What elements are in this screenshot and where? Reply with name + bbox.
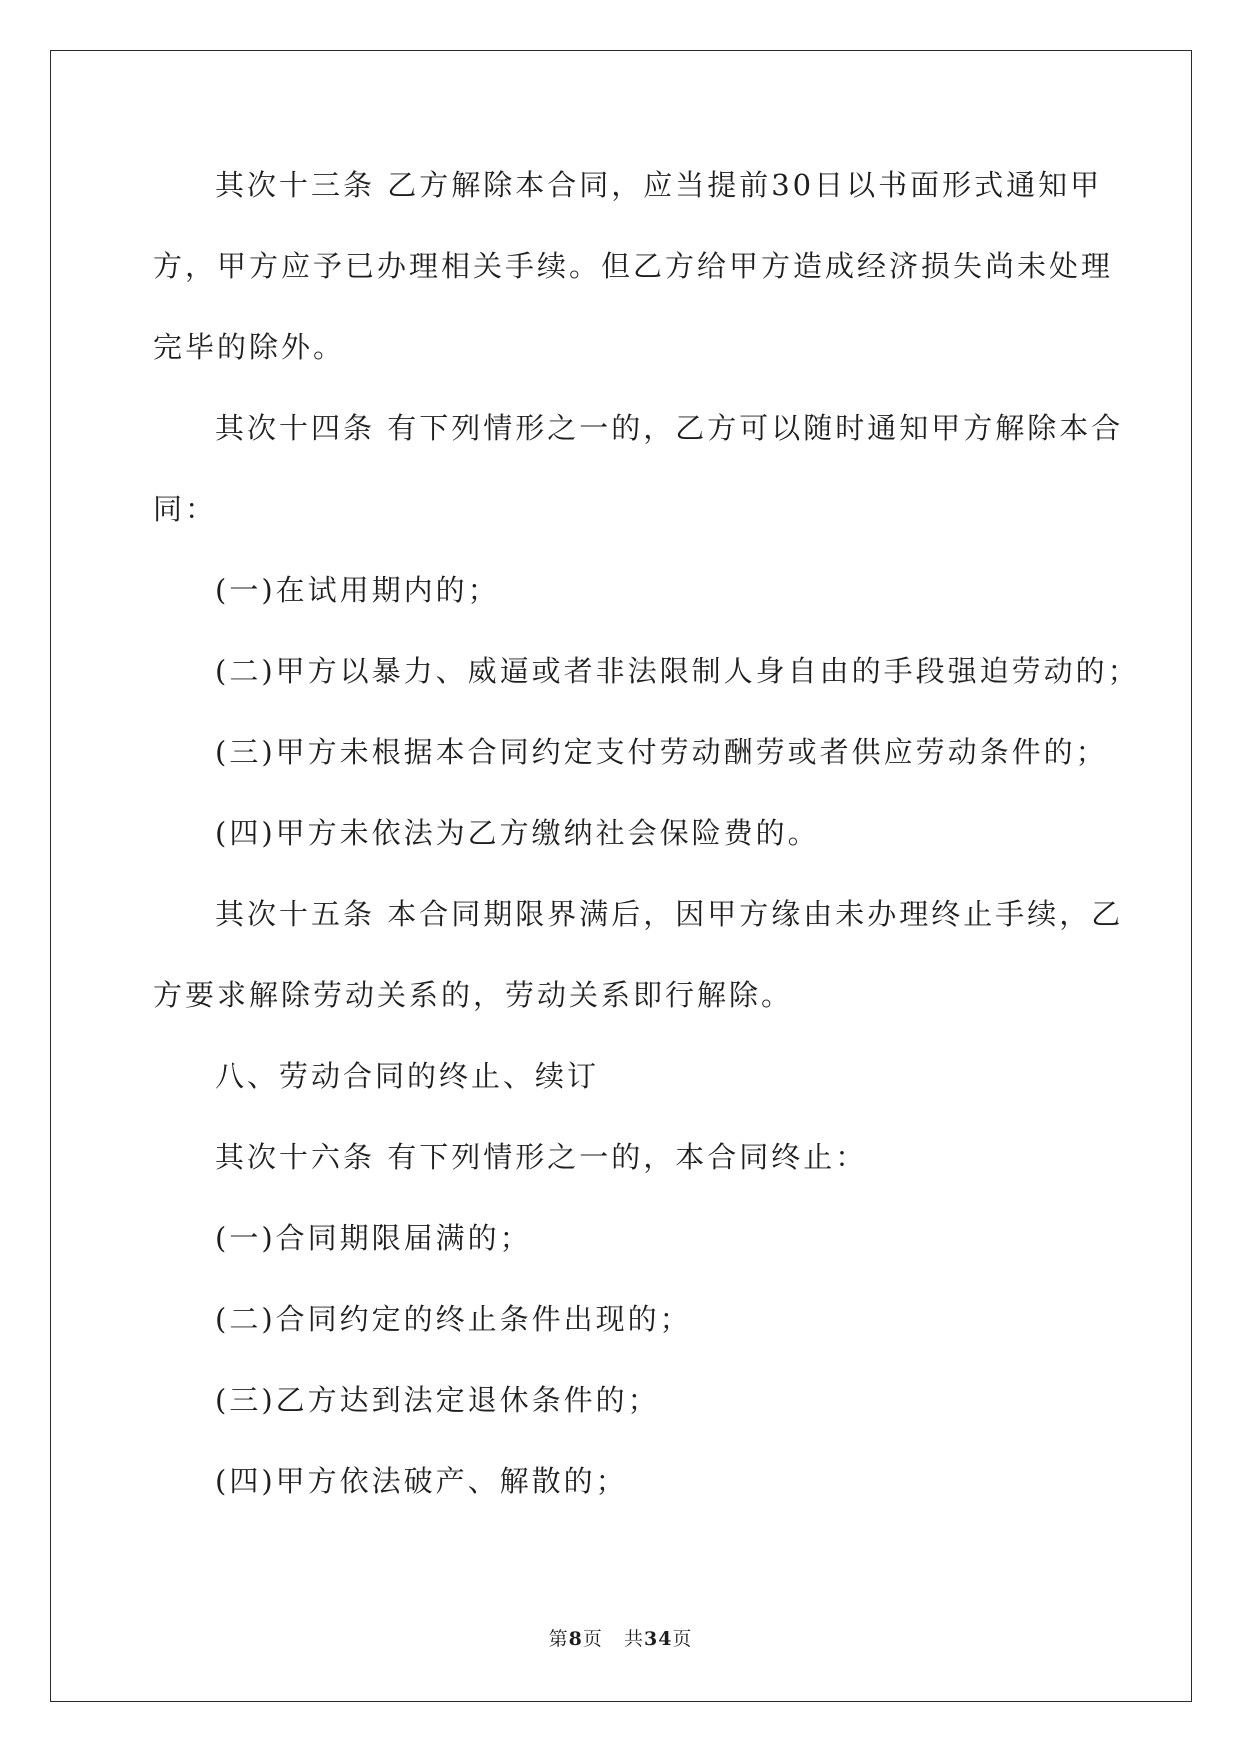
page-prefix: 第 <box>548 1628 569 1650</box>
paragraph-article-15 <box>153 892 1124 1018</box>
text-line: 同： <box>153 492 218 526</box>
text-line: (四)甲方未依法为乙方缴纳社会保险费的。 <box>215 816 820 850</box>
page-suffix: 页 <box>582 1628 603 1650</box>
text-line: 完毕的除外。 <box>153 330 346 364</box>
list-item <box>153 568 1093 613</box>
text-line: 方，甲方应予已办理相关手续。但乙方给甲方造成经济损失尚未处理 <box>153 249 1114 283</box>
text-line: (四)甲方依法破产、解散的； <box>215 1464 628 1498</box>
list-item <box>153 1297 1093 1342</box>
section-heading <box>153 1054 1093 1099</box>
text-line: (三)甲方未根据本合同约定支付劳动酬劳或者供应劳动条件的； <box>215 735 1108 769</box>
text-line: (一)合同期限届满的； <box>215 1221 532 1255</box>
text-line: (三)乙方达到法定退休条件的； <box>215 1383 660 1417</box>
paragraph-article-13 <box>153 163 1114 370</box>
page-footer <box>0 1624 1241 1651</box>
text-line: 其次十五条 本合同期限界满后，因甲方缘由未办理终止手续，乙 <box>215 897 1124 931</box>
text-line: 其次十三条 乙方解除本合同，应当提前30日以书面形式通知甲 <box>215 168 1103 202</box>
page-number: 8 <box>568 1628 583 1650</box>
text-line: 其次十四条 有下列情形之一的，乙方可以随时通知甲方解除本合 <box>215 411 1124 445</box>
total-prefix: 共 <box>623 1628 644 1650</box>
text-line: (二)合同约定的终止条件出现的； <box>215 1302 692 1336</box>
text-line: 其次十六条 有下列情形之一的，本合同终止： <box>215 1140 868 1174</box>
total-suffix: 页 <box>672 1628 693 1650</box>
list-item <box>153 1216 1093 1261</box>
list-item <box>153 811 1093 856</box>
list-item <box>153 730 1108 775</box>
list-item <box>153 1378 1093 1423</box>
text-line: 八、劳动合同的终止、续订 <box>215 1059 600 1093</box>
text-line: (二)甲方以暴力、威逼或者非法限制人身自由的手段强迫劳动的； <box>215 654 1140 688</box>
total-pages: 34 <box>643 1628 673 1650</box>
document-body <box>153 163 1140 1504</box>
list-item <box>153 1459 1093 1504</box>
paragraph-article-14 <box>153 406 1124 532</box>
text-line: (一)在试用期内的； <box>215 573 500 607</box>
paragraph-article-16 <box>153 1135 1093 1180</box>
text-line: 方要求解除劳动关系的，劳动关系即行解除。 <box>153 978 794 1012</box>
list-item <box>153 649 1140 694</box>
